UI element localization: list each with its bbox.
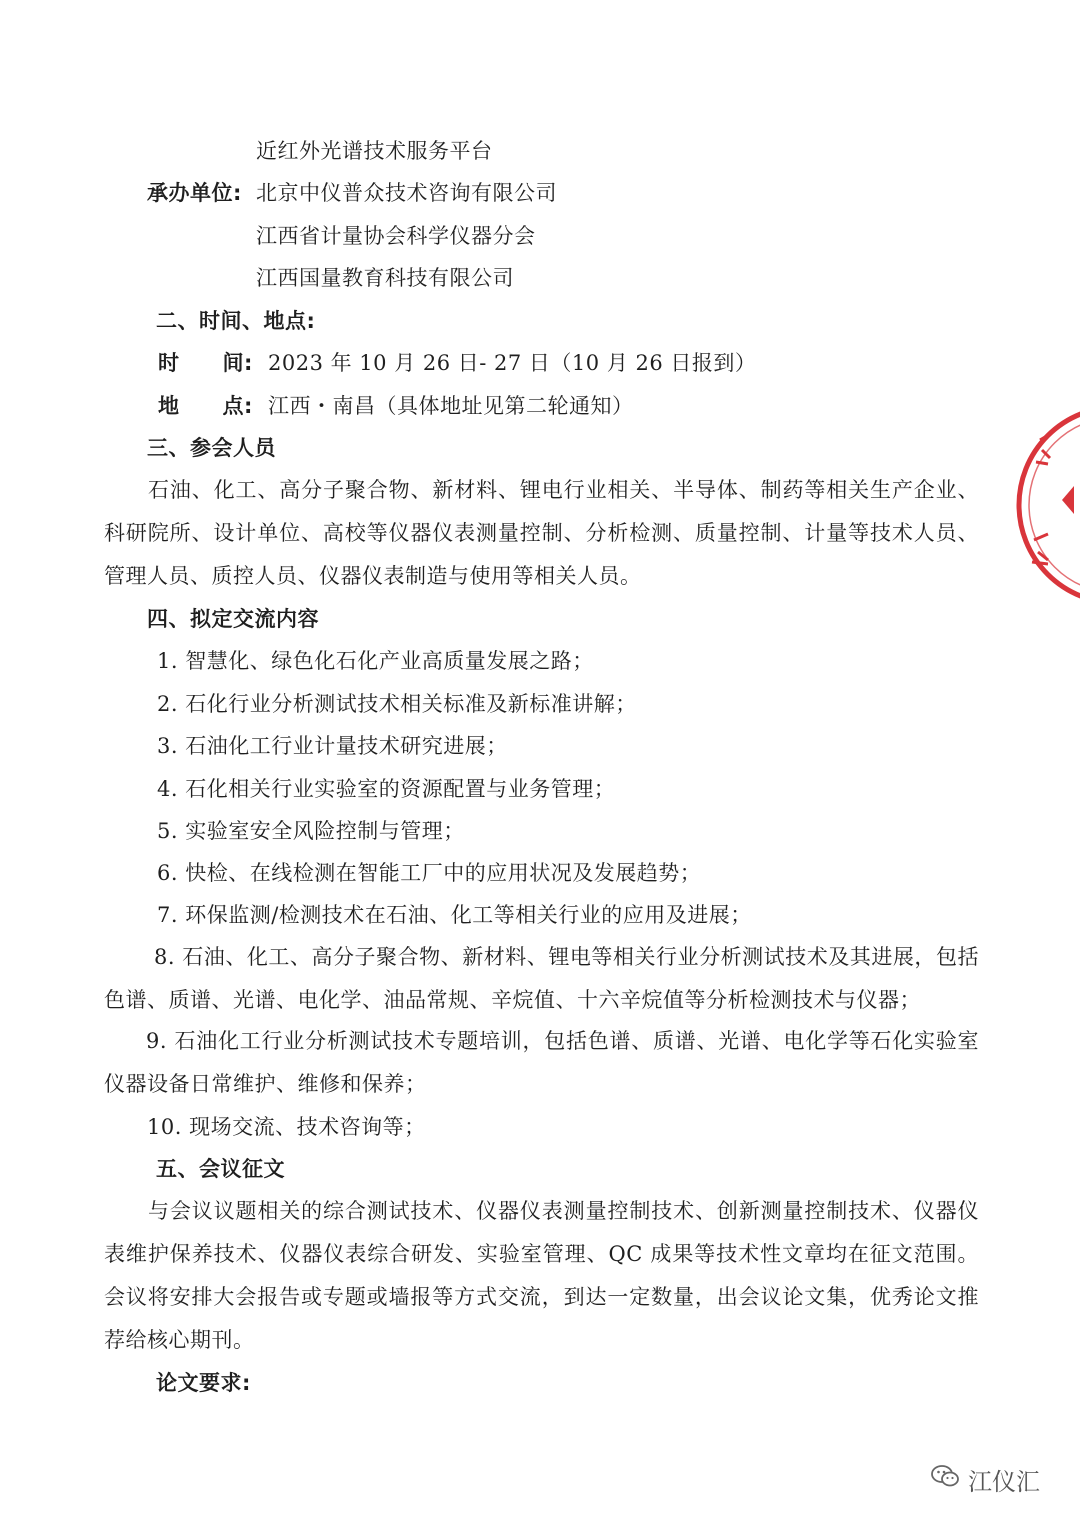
host-unit-2: 江西省计量协会科学仪器分会: [256, 224, 536, 248]
list-item: 5. 实验室安全风险控制与管理；: [157, 819, 465, 843]
list-item: 2. 石化行业分析测试技术相关标准及新标准讲解；: [157, 692, 637, 716]
paper-requirements-label: 论文要求:: [156, 1371, 251, 1395]
organizer-continuation: 近红外光谱技术服务平台: [256, 139, 493, 163]
list-item: 3. 石油化工行业计量技术研究进展；: [157, 734, 508, 758]
list-item: 1. 智慧化、绿色化石化产业高质量发展之路；: [157, 649, 594, 673]
wechat-icon: [930, 1463, 960, 1495]
list-item: 10. 现场交流、技术咨询等；: [147, 1115, 426, 1139]
host-label: 承办单位:: [147, 181, 242, 205]
list-item: 4. 石化相关行业实验室的资源配置与业务管理；: [157, 777, 616, 801]
section5-body: 与会议议题相关的综合测试技术、仪器仪表测量控制技术、创新测量控制技术、仪器仪表维护保养技术、仪器仪表综合研发、实验室管理、QC 成果等技术性文章均在征文范围。会议将安排大会报告或专题或墙报等方式交流，到达一定数量，出会议论文集，优秀论文推荐给核心期刊。: [104, 1199, 979, 1352]
watermark-text: 江仪汇: [968, 1467, 1040, 1496]
red-seal: [1012, 400, 1080, 610]
host-unit-3: 江西国量教育科技有限公司: [256, 266, 514, 290]
place-label: 地 点:: [158, 394, 253, 418]
list-item: 7. 环保监测/检测技术在石油、化工等相关行业的应用及进展；: [157, 903, 752, 927]
time-label: 时 间:: [158, 351, 253, 375]
host-unit-1: 北京中仪普众技术咨询有限公司: [256, 181, 557, 205]
time-value: 2023 年 10 月 26 日- 27 日（10 月 26 日报到）: [268, 351, 757, 375]
list-item: 9. 石油化工行业分析测试技术专题培训，包括色谱、质谱、光谱、电化学等石化实验室仪器设备日常维护、维修和保养；: [104, 1029, 979, 1096]
section3-heading: 三、参会人员: [147, 436, 276, 460]
list-item: 8. 石油、化工、高分子聚合物、新材料、锂电等相关行业分析测试技术及其进展，包括色谱、质谱、光谱、电化学、油品常规、辛烷值、十六辛烷值等分析检测技术与仪器；: [104, 945, 979, 1012]
section4-heading: 四、拟定交流内容: [147, 607, 319, 631]
section5-heading: 五、会议征文: [156, 1157, 285, 1181]
place-value: 江西・南昌（具体地址见第二轮通知）: [268, 394, 634, 418]
list-item: 6. 快检、在线检测在智能工厂中的应用状况及发展趋势；: [157, 861, 702, 885]
watermark: [930, 1462, 1040, 1496]
section3-body: 石油、化工、高分子聚合物、新材料、锂电行业相关、半导体、制药等相关生产企业、科研院所、设计单位、高校等仪器仪表测量控制、分析检测、质量控制、计量等技术人员、管理人员、质控人员、仪器仪表制造与使用等相关人员。: [104, 478, 979, 588]
section2-heading: 二、时间、地点:: [156, 309, 316, 333]
